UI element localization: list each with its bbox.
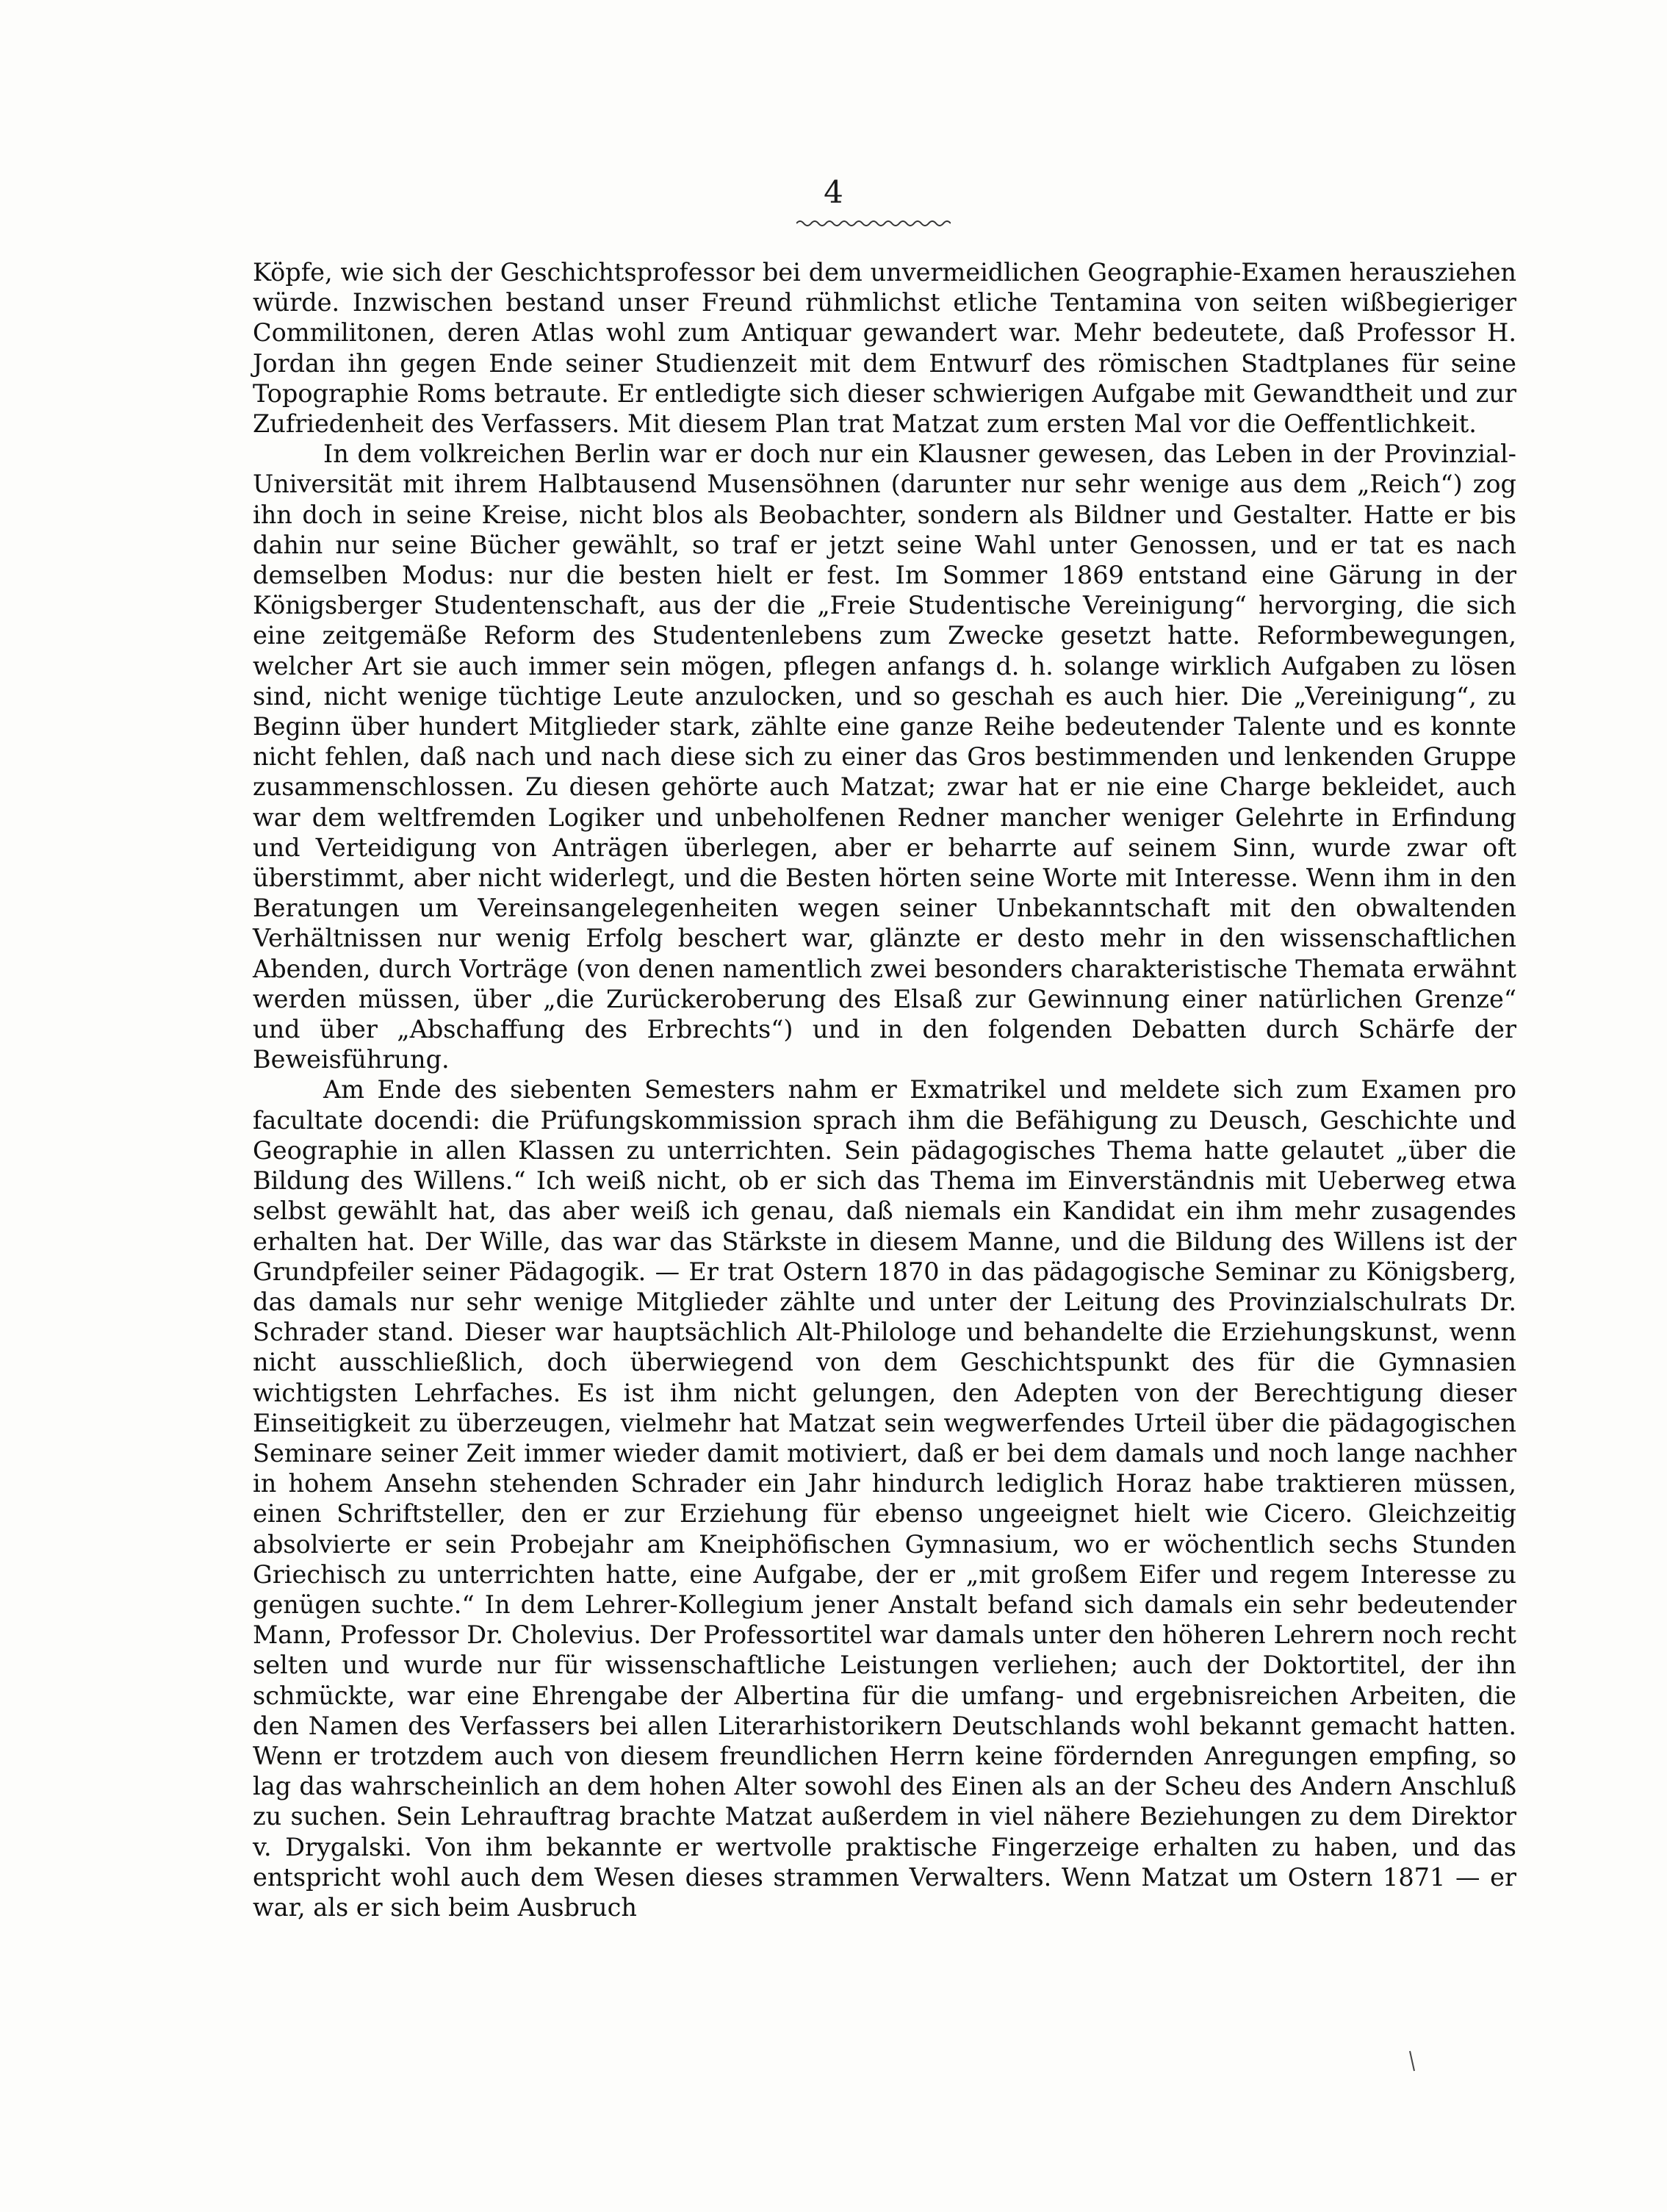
paragraph-examination-and-seminar: Am Ende des siebenten Semesters nahm er Exmatrikel und meldete sich zum Examen pro facultate docendi: die Prüfungskommission sprach ihm die Befähigung zu Deusch, Geschichte und Geographie in allen Klassen zu unterrichten. Sein pädagogisches Thema hatte gelautet „über die Bildung des Willens.“ Ich weiß nicht, ob er sich das Thema im Einverständnis mit Ueberweg etwa selbst gewählt hat, das aber weiß ich genau, daß niemals ein Kandidat ein ihm mehr zusagendes erhalten hat. Der Wille, das war das Stärkste in diesem Manne, und die Bildung des Willens ist der Grundpfeiler seiner Pädagogik. — Er trat Ostern 1870 in das pädagogische Seminar zu Königsberg, das damals nur sehr wenige Mitglieder zählte und unter der Leitung des Provinzialschulrats Dr. Schrader stand. Dieser war hauptsächlich Alt-Philologe und behandelte die Erziehungskunst, wenn nicht ausschließlich, doch überwiegend von dem Geschichtspunkt des für die Gymnasien wichtigsten Lehrfaches. Es ist ihm nicht gelungen, den Adepten von der Berechtigung dieser Einseitigkeit zu überzeugen, vielmehr hat Matzat sein wegwerfendes Urteil über die pädagogischen Seminare seiner Zeit immer wieder damit motiviert, daß er bei dem damals und noch lange nachher in hohem Ansehn stehenden Schrader ein Jahr hindurch lediglich Horaz habe traktieren müssen, einen Schriftsteller, den er zur Erziehung für ebenso ungeeignet hielt wie Cicero. Gleichzeitig absolvierte er sein Probejahr am Kneiphöfischen Gymnasium, wo er wöchentlich sechs Stunden Griechisch zu unterrichten hatte, eine Aufgabe, der er „mit großem Eifer und regem Interesse zu genügen suchte.“ In dem Lehrer-Kollegium jener Anstalt befand sich damals ein sehr bedeutender Mann, Professor Dr. Cholevius. Der Professortitel war damals unter den höheren Lehrern noch recht selten und wurde nur für wissenschaftliche Leistungen verliehen; auch der Doktortitel, der ihn schmückte, war eine Ehrengabe der Albertina für die umfang- und ergebnisreichen Arbeiten, die den Namen des Verfassers bei allen Literarhistorikern Deutschlands wohl bekannt gemacht hatten. Wenn er trotzdem auch von diesem freundlichen Herrn keine fördernden Anregungen empfing, so lag das wahrscheinlich an dem hohen Alter sowohl des Einen als an der Scheu des Andern Anschluß zu suchen. Sein Lehrauftrag brachte Matzat außerdem in viel nähere Beziehungen zu dem Direktor v. Drygalski. Von ihm bekannte er wertvolle praktische Fingerzeige erhalten zu haben, und das entspricht wohl auch dem Wesen dieses strammen Verwalters. Wenn Matzat um Ostern 1871 — er war, als er sich beim Ausbruch [253, 1075, 1516, 1922]
page-number: 4 [824, 174, 843, 210]
stray-ink-mark [1409, 2050, 1415, 2072]
paragraph-koenigsberg-student-years: In dem volkreichen Berlin war er doch nur ein Klausner gewesen, das Leben in der Provinzial-Universität mit ihrem Halbtausend Musensöhnen (darunter nur sehr wenige aus dem „Reich“) zog ihn doch in seine Kreise, nicht blos als Beobachter, sondern als Bildner und Gestalter. Hatte er bis dahin nur seine Bücher gewählt, so traf er jetzt seine Wahl unter Genossen, und er tat es nach demselben Modus: nur die besten hielt er fest. Im Sommer 1869 entstand eine Gärung in der Königsberger Studentenschaft, aus der die „Freie Studentische Vereinigung“ hervorging, die sich eine zeitgemäße Reform des Studentenlebens zum Zwecke gesetzt hatte. Reformbewegungen, welcher Art sie auch immer sein mögen, pflegen anfangs d. h. solange wirklich Aufgaben zu lösen sind, nicht wenige tüchtige Leute anzulocken, und so geschah es auch hier. Die „Vereinigung“, zu Beginn über hundert Mitglieder stark, zählte eine ganze Reihe bedeutender Talente und es konnte nicht fehlen, daß nach und nach diese sich zu einer das Gros bestimmenden und lenkenden Gruppe zusammenschlossen. Zu diesen gehörte auch Matzat; zwar hat er nie eine Charge bekleidet, auch war dem weltfremden Logiker und unbeholfenen Redner mancher weniger Gelehrte in Erfindung und Verteidigung von Anträgen überlegen, aber er beharrte auf seinem Sinn, wurde zwar oft überstimmt, aber nicht widerlegt, und die Besten hörten seine Worte mit Interesse. Wenn ihm in den Beratungen um Vereinsangelegenheiten wegen seiner Unbekanntschaft mit den obwaltenden Verhältnissen nur wenig Erfolg beschert war, glänzte er desto mehr in den wissenschaftlichen Abenden, durch Vorträge (von denen namentlich zwei besonders charakteristische Themata erwähnt werden müssen, über „die Zurückeroberung des Elsaß zur Gewinnung einer natürlichen Grenze“ und über „Abschaffung des Erbrechts“) und in den folgenden Debatten durch Schärfe der Beweisführung. [253, 439, 1516, 1074]
wavy-rule-ornament [796, 218, 951, 229]
body-text [253, 257, 1516, 1922]
paragraph-continued: Köpfe, wie sich der Geschichtsprofessor bei dem unvermeidlichen Geographie-Examen herausziehen würde. Inzwischen bestand unser Freund rühmlichst etliche Tentamina von seiten wißbegieriger Commilitonen, deren Atlas wohl zum Antiquar gewandert war. Mehr bedeutete, daß Professor H. Jordan ihn gegen Ende seiner Studienzeit mit dem Entwurf des römischen Stadtplanes für seine Topographie Roms betraute. Er entledigte sich dieser schwierigen Aufgabe mit Gewandtheit und zur Zufriedenheit des Verfassers. Mit diesem Plan trat Matzat zum ersten Mal vor die Oeffentlichkeit. [253, 258, 1516, 439]
